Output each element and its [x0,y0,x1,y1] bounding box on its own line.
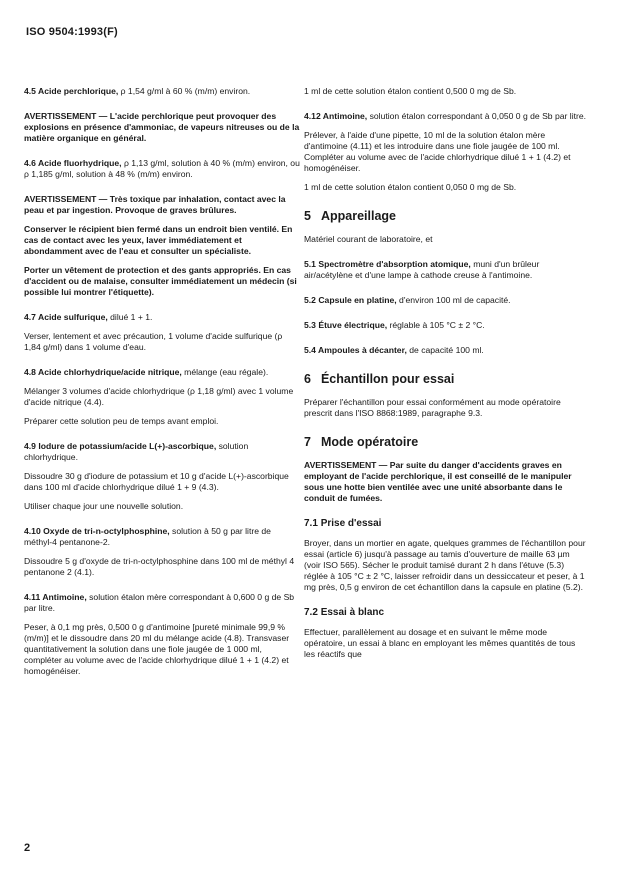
warning-perchloric [24,111,300,144]
section-4-8-body: Mélanger 3 volumes d'acide chlorhydrique (ρ 1,18 g/ml) avec 1 volume d'acide nitrique (4.4). [24,386,294,407]
warning-text: Par suite du danger d'accidents graves en employant de l'acide perchlorique, il est conseillé de le manipuler sous une hotte bien ventilée avec une unité absorbante dans le conduit de fumées. [304,460,572,503]
section-number: 7 [304,435,311,449]
section-5-2 [304,295,586,306]
section-4-5-text: ρ 1,54 g/ml à 60 % (m/m) environ. [120,86,251,96]
section-4-7 [24,312,300,323]
section-title: Prise d'essai [320,518,382,529]
section-4-6 [24,158,300,180]
section-title: Échantillon pour essai [320,372,455,386]
section-7-2-heading [304,607,586,619]
section-4-8-title: 4.8 Acide chlorhydrique/acide nitrique, [24,367,182,377]
section-4-10-title: 4.10 Oxyde de tri-n-octylphosphine, [24,526,170,536]
section-4-9-text: solution chlorhydrique. [24,441,249,462]
section-4-7-title: 4.7 Acide sulfurique, [24,312,108,322]
section-5-2-text: d'environ 100 ml de capacité. [399,295,511,305]
section-4-9-body-2: Utiliser chaque jour une nouvelle solution. [24,501,184,511]
section-4-8-body-2: Préparer cette solution peu de temps avant emploi. [24,416,219,426]
section-4-8 [24,367,300,378]
section-4-12-text: solution étalon correspondant à 0,050 0 g de Sb par litre. [369,111,587,121]
section-5-2-title: 5.2 Capsule en platine, [304,295,397,305]
section-4-12-body-2: 1 ml de cette solution étalon contient 0,050 0 mg de Sb. [304,182,517,192]
section-4-7-text: dilué 1 + 1. [110,312,153,322]
section-number: 7.2 [304,607,318,618]
right-column [304,86,586,668]
warning-procedure [304,460,586,504]
section-6-body: Préparer l'échantillon pour essai conformément au mode opératoire prescrit dans l'ISO 8868:1989, paragraphe 9.3. [304,397,561,418]
section-5-intro: Matériel courant de laboratoire, et [304,234,433,244]
section-4-11-text: solution étalon mère correspondant à 0,600 0 g de Sb par litre. [24,592,295,613]
section-4-5-title: 4.5 Acide perchlorique, [24,86,119,96]
section-4-11-body: Peser, à 0,1 mg près, 0,500 0 g d'antimoine [pureté minimale 99,9 % (m/m)] et le dissoudre dans 20 ml du mélange acide (4.8). Transvaser quantitativement la solution dans une fiole jaugée de 1 000 ml, compléter au volume avec de l'acide chlorhydrique dilué 1 + 1 (4.2) et homogénéiser. [24,622,290,676]
section-5-1-text: muni d'un brûleur air/acétylène et d'une lampe à cathode creuse à l'antimoine. [304,259,540,280]
section-4-5 [24,86,300,97]
section-number: 6 [304,372,311,386]
section-4-9 [24,441,300,463]
section-7-1-body: Broyer, dans un mortier en agate, quelques grammes de l'échantillon pour essai (article 6) jusqu'à passage au tamis d'ouverture de maille 63 µm (voir ISO 565). Sécher le produit tamisé durant 2 h dans l'étuve (5.3) réglée à 105 °C ± 2 °C, laisser refroidir dans un dessiccateur et peser, à 1 mg près, 0,5 g environ de cet échantillon dans la capsule en platine (5.2). [304,538,586,592]
section-4-10 [24,526,300,548]
warning-text: L'acide perchlorique peut provoquer des explosions en présence d'ammoniac, de vapeurs nitreuses ou de la matière organique en général. [24,111,300,143]
section-5-3 [304,320,586,331]
section-title: Essai à blanc [320,607,385,618]
section-4-12 [304,111,586,122]
section-4-6-title: 4.6 Acide fluorhydrique, [24,158,122,168]
section-title: Mode opératoire [320,435,419,449]
section-4-9-body: Dissoudre 30 g d'iodure de potassium et 10 g d'acide L(+)-ascorbique dans 100 ml d'acide chlorhydrique dilué 1 + 9 (4.3). [24,471,289,492]
section-4-10-body: Dissoudre 5 g d'oxyde de tri-n-octylphosphine dans 100 ml de méthyl 4 pentanone 2 (4.1). [24,556,295,577]
section-5-heading [304,209,586,224]
section-7-2-body: Effectuer, parallèlement au dosage et en suivant le même mode opératoire, un essai à blanc en employant les mêmes quantités de tous les réactifs que [304,627,576,659]
section-5-1-title: 5.1 Spectromètre d'absorption atomique, [304,259,471,269]
warning-storage: Conserver le récipient bien fermé dans un endroit bien ventilé. En cas de contact avec les yeux, laver immédiatement et abondamment avec de l'eau et consulter un spécialiste. [24,224,293,256]
section-4-11 [24,592,300,614]
section-6-heading [304,372,586,387]
section-5-3-text: réglable à 105 °C ± 2 °C. [389,320,485,330]
section-4-6-text: ρ 1,13 g/ml, solution à 40 % (m/m) environ, ou ρ 1,185 g/ml, solution à 48 % (m/m) environ. [24,158,300,179]
left-column [24,86,300,685]
warning-label: AVERTISSEMENT — [24,194,108,204]
section-5-1 [304,259,586,281]
page-number: 2 [24,842,31,854]
warning-protection: Porter un vêtement de protection et des gants appropriés. En cas d'accident ou de malaise, consulter immédiatement un médecin (si possible lui montrer l'étiquette). [24,265,297,297]
section-4-12-body: Prélever, à l'aide d'une pipette, 10 ml de la solution étalon mère d'antimoine (4.11) et les introduire dans une fiole jaugée de 100 ml. Compléter au volume avec de l'acide chlorhydrique dilué 1 + 1 (4.2) et homogénéiser. [304,130,571,173]
warning-fluorhydric [24,194,300,216]
warning-text: Très toxique par inhalation, contact avec la peau et par ingestion. Provoque de graves brûlures. [24,194,286,215]
section-4-11-note: 1 ml de cette solution étalon contient 0,500 0 mg de Sb. [304,86,517,96]
section-title: Appareillage [320,209,396,223]
section-4-12-title: 4.12 Antimoine, [304,111,368,121]
section-5-4-title: 5.4 Ampoules à décanter, [304,345,407,355]
warning-label: AVERTISSEMENT — [304,460,388,470]
section-4-8-text: mélange (eau régale). [184,367,269,377]
section-7-heading [304,435,586,450]
section-5-4-text: de capacité 100 ml. [409,345,484,355]
section-4-9-title: 4.9 Iodure de potassium/acide L(+)-ascorbique, [24,441,217,451]
document-header: ISO 9504:1993(F) [26,26,118,38]
warning-label: AVERTISSEMENT — [24,111,108,121]
section-4-7-body: Verser, lentement et avec précaution, 1 volume d'acide sulfurique (ρ 1,84 g/ml) dans 1 volume d'eau. [24,331,283,352]
section-number: 7.1 [304,518,318,529]
section-number: 5 [304,209,311,223]
section-4-11-title: 4.11 Antimoine, [24,592,87,602]
section-5-4 [304,345,586,356]
section-7-1-heading [304,518,586,530]
section-4-10-text: solution à 50 g par litre de méthyl-4 pentanone-2. [24,526,271,547]
section-5-3-title: 5.3 Étuve électrique, [304,320,388,330]
